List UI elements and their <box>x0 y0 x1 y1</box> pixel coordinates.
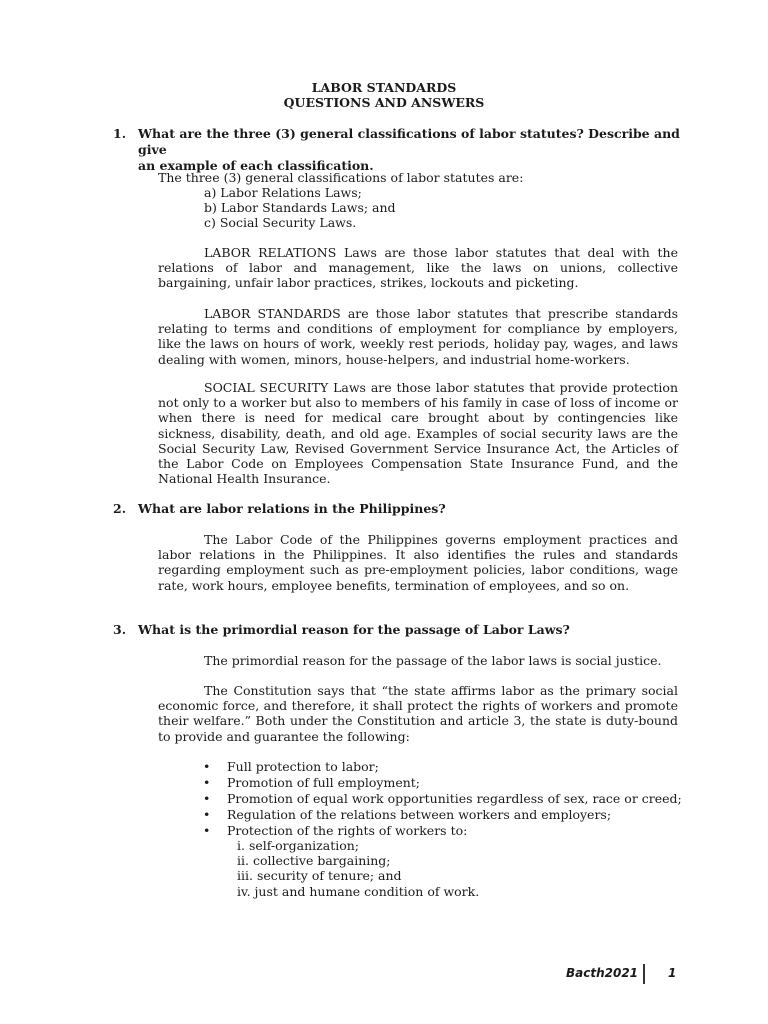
sub-item: i. self-organization; <box>237 838 360 853</box>
list-item: c) Social Security Laws. <box>204 215 357 230</box>
question-text-line-1: What are the three (3) general classifications of labor statutes? Describe and give <box>138 126 680 157</box>
footer-author: Bacth2021 <box>566 966 639 980</box>
question-number: 1. <box>113 126 127 141</box>
bullet-item: • Promotion of full employment; <box>203 775 421 790</box>
answer-paragraph: The Constitution says that “the state affirms labor as the primary social economic force, and therefore, it shall protect the rights of workers and promote their welfare.” Both under the Constitution and article 3, the state is duty-bound to provide and guarantee the following: <box>158 683 678 744</box>
question-number: 3. <box>113 622 127 637</box>
sub-item: iv. just and humane condition of work. <box>237 884 480 899</box>
doc-title: LABOR STANDARDS <box>311 80 457 95</box>
bullet-item: • Protection of the rights of workers to: <box>203 823 468 838</box>
answer-paragraph: The Labor Code of the Philippines governs employment practices and labor relations in the Philippines. It also identifies the rules and standards regarding employment such as pre-employment policies, labor conditions, wage rate, work hours, employee benefits, termination of employees, and so on. <box>158 532 678 593</box>
page-number: 1 <box>668 966 677 980</box>
answer-paragraph: The primordial reason for the passage of the labor laws is social justice. <box>204 653 662 668</box>
bullet-item: • Promotion of equal work opportunities regardless of sex, race or creed; <box>203 791 682 806</box>
question-number: 2. <box>113 501 127 516</box>
question-3 <box>113 622 683 638</box>
answer-intro: The three (3) general classifications of labor statutes are: <box>158 170 524 185</box>
list-item: b) Labor Standards Laws; and <box>204 200 396 215</box>
paragraph-social-security: SOCIAL SECURITY Laws are those labor statutes that provide protection not only to a worker but also to members of his family in case of loss of income or when there is need for medical care brought about by contingencies like sickness, disability, death, and old age. Examples of social security laws are the Social Security Law, Revised Government Service Insurance Act, the Articles of the Labor Code on Employees Compensation State Insurance Fund, and the National Health Insurance. <box>158 380 678 487</box>
question-text: What is the primordial reason for the passage of Labor Laws? <box>138 622 570 637</box>
question-2 <box>113 501 683 517</box>
paragraph-labor-standards: LABOR STANDARDS are those labor statutes that prescribe standards relating to terms and conditions of employment for compliance by employers, like the laws on hours of work, weekly rest periods, holiday pay, wages, and laws dealing with women, minors, house-helpers, and industrial home-workers. <box>158 306 678 367</box>
footer-divider <box>643 964 645 984</box>
list-item: a) Labor Relations Laws; <box>204 185 362 200</box>
bullet-icon: • <box>203 775 211 790</box>
bullet-icon: • <box>203 807 211 822</box>
bullet-icon: • <box>203 823 211 838</box>
doc-subtitle: QUESTIONS AND ANSWERS <box>283 95 485 110</box>
question-text-line-2: an example of each classification. <box>138 158 374 173</box>
bullet-item: • Regulation of the relations between workers and employers; <box>203 807 612 822</box>
bullet-icon: • <box>203 791 211 806</box>
bullet-icon: • <box>203 759 211 774</box>
question-text: What are labor relations in the Philippines? <box>138 501 446 516</box>
sub-item: iii. security of tenure; and <box>237 868 402 883</box>
question-1 <box>113 126 683 174</box>
paragraph-labor-relations: LABOR RELATIONS Laws are those labor statutes that deal with the relations of labor and management, like the laws on unions, collective bargaining, unfair labor practices, strikes, lockouts and picketing. <box>158 245 678 291</box>
sub-item: ii. collective bargaining; <box>237 853 391 868</box>
bullet-item: • Full protection to labor; <box>203 759 379 774</box>
